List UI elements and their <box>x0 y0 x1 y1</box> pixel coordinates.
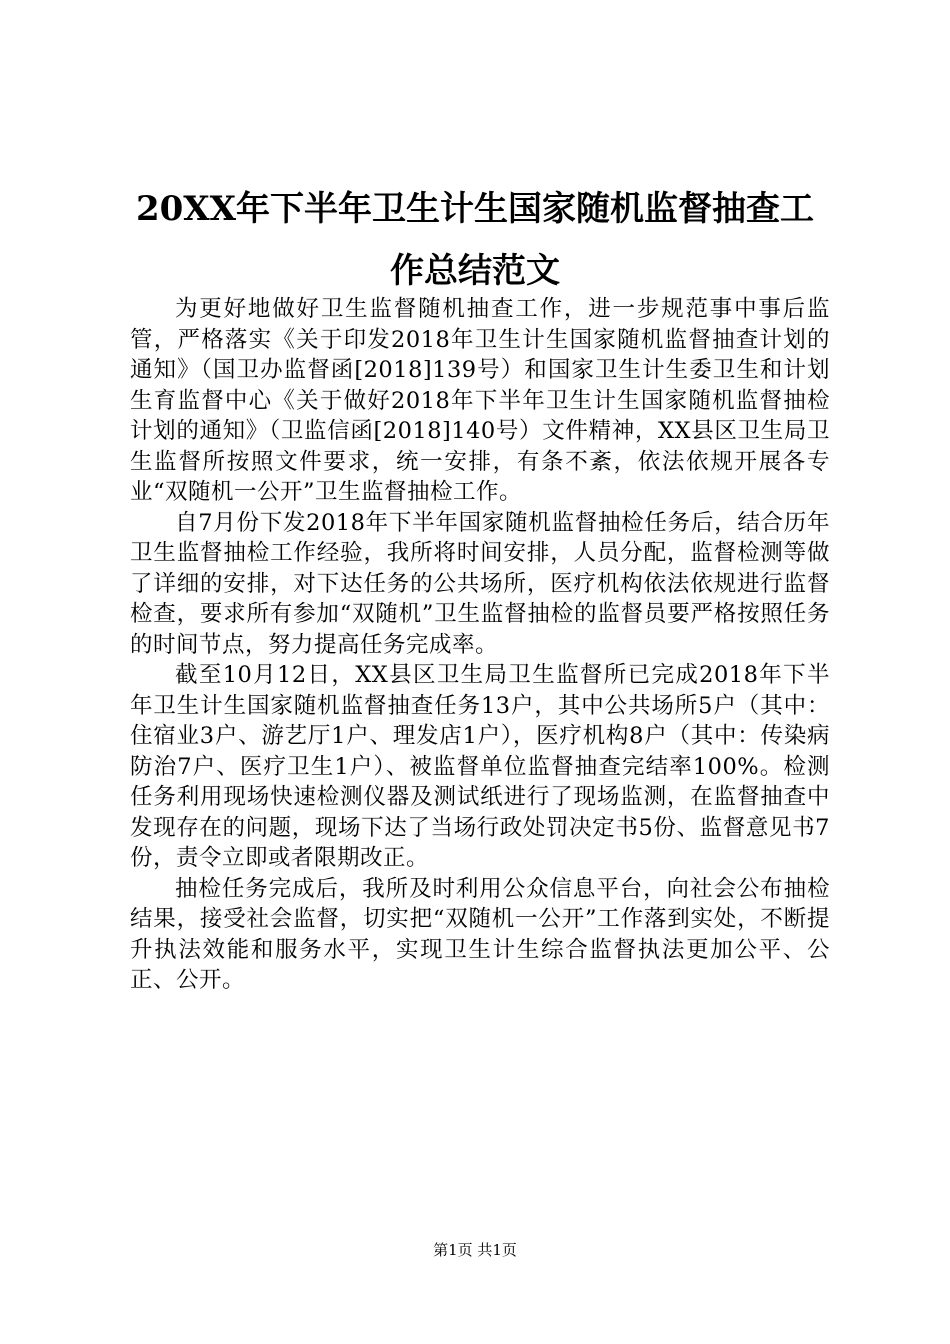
paragraph-4: 抽检任务完成后，我所及时利用公众信息平台，向社会公布抽检结果，接受社会监督，切实把“双随机一公开”工作落到实处，不断提升执法效能和服务水平，实现卫生计生综合监督执法更加公平、公正、公开。 <box>130 875 830 993</box>
page-number-footer: 第1页 共1页 <box>433 1241 517 1259</box>
paragraph-2: 自7月份下发2018年下半年国家随机监督抽检任务后，结合历年卫生监督抽检工作经验，我所将时间安排，人员分配，监督检测等做了详细的安排，对下达任务的公共场所，医疗机构依法依规进行监督检查，要求所有参加“双随机”卫生监督抽检的监督员要严格按照任务的时间节点，努力提高任务完成率。 <box>130 509 830 658</box>
document-title-line-2: 作总结范文 <box>390 251 560 291</box>
document-title-line-1: 20XX年下半年卫生计生国家随机监督抽查工 <box>135 189 815 229</box>
document-title <box>120 178 830 302</box>
document-body <box>130 294 830 996</box>
paragraph-3: 截至10月12日，XX县区卫生局卫生监督所已完成2018年下半年卫生计生国家随机监督抽查任务13户，其中公共场所5户（其中：住宿业3户、游艺厅1户、理发店1户），医疗机构8户（其中：传染病防治7户、医疗卫生1户）、被监督单位监督抽查完结率100%。检测任务利用现场快速检测仪器及测试纸进行了现场监测，在监督抽查中发现存在的问题，现场下达了当场行政处罚决定书5份、监督意见书7份，责令立即或者限期改正。 <box>130 662 830 871</box>
paragraph-1: 为更好地做好卫生监督随机抽查工作，进一步规范事中事后监管，严格落实《关于印发2018年卫生计生国家随机监督抽查计划的通知》（国卫办监督函[2018]139号）和国家卫生计生委卫生和计划生育监督中心《关于做好2018年下半年卫生计生国家随机监督抽检计划的通知》（卫监信函[2018]140号）文件精神，XX县区卫生局卫生监督所按照文件要求，统一安排，有条不紊，依法依规开展各专业“双随机一公开”卫生监督抽检工作。 <box>130 296 830 505</box>
